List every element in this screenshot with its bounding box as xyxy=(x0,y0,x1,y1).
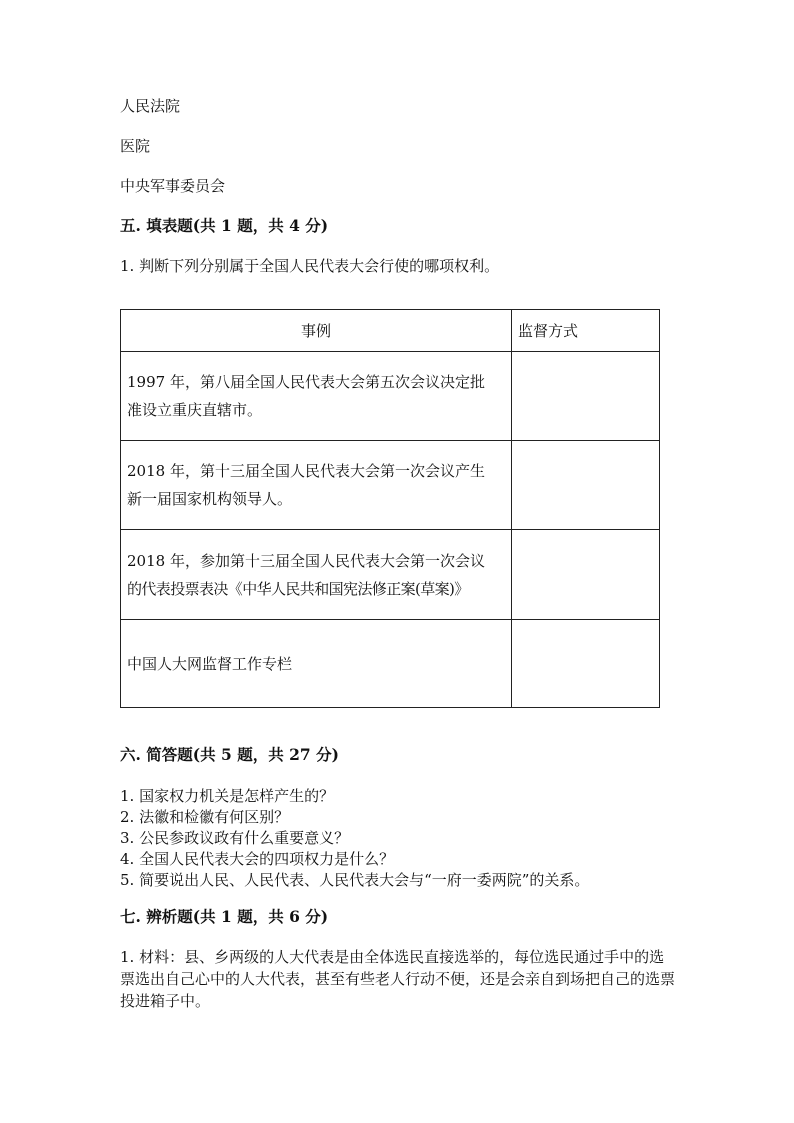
table-header-cell: 事例 xyxy=(121,310,512,352)
example-text-line: 2018 年，参加第十三届全国人民代表大会第一次会议 xyxy=(127,551,485,570)
list-item: 1. 国家权力机关是怎样产生的？ xyxy=(120,787,335,805)
answer-cell[interactable] xyxy=(512,441,660,530)
example-cell xyxy=(121,441,512,530)
example-cell xyxy=(121,620,512,708)
table-row xyxy=(121,530,660,620)
question-text: 1. 判断下列分别属于全国人民代表大会行使的哪项权利。 xyxy=(120,257,500,275)
table-header-cell: 监督方式 xyxy=(512,310,660,352)
section-heading: 五. 填表题(共 1 题，共 4 分) xyxy=(120,216,329,235)
list-item: 2. 法徽和检徽有何区别？ xyxy=(120,808,290,826)
example-text-line: 准设立重庆直辖市。 xyxy=(127,401,263,419)
answer-cell[interactable] xyxy=(512,352,660,441)
section-heading: 七. 辨析题(共 1 题，共 6 分) xyxy=(120,907,329,926)
example-cell xyxy=(121,530,512,620)
table-header-row xyxy=(121,310,660,352)
option-text: 医院 xyxy=(120,137,151,155)
list-item: 3. 公民参政议政有什么重要意义？ xyxy=(120,829,350,847)
table-row xyxy=(121,620,660,708)
option-text: 中央军事委员会 xyxy=(120,177,226,195)
answer-cell[interactable] xyxy=(512,620,660,708)
section-heading: 六. 简答题(共 5 题，共 27 分) xyxy=(120,745,339,764)
example-text-line: 中国人大网监督工作专栏 xyxy=(127,654,293,673)
table-row xyxy=(121,441,660,530)
list-item: 5. 简要说出人民、人民代表、人民代表大会与“一府一委两院”的关系。 xyxy=(120,871,590,889)
example-cell xyxy=(121,352,512,441)
list-item: 4. 全国人民代表大会的四项权力是什么？ xyxy=(120,850,395,868)
table-row xyxy=(121,352,660,441)
material-paragraph: 1. 材料：县、乡两级的人大代表是由全体选民直接选举的，每位选民通过手中的选票选出自己心中的人大代表，甚至有些老人行动不便，还是会亲自到场把自己的选票投进箱子中。 xyxy=(120,948,676,1010)
question-list xyxy=(120,786,589,891)
example-text-line: 新一届国家机构领导人。 xyxy=(127,490,293,508)
fill-in-table xyxy=(120,309,660,708)
option-text: 人民法院 xyxy=(120,97,181,115)
answer-cell[interactable] xyxy=(512,530,660,620)
example-text-line: 2018 年，第十三届全国人民代表大会第一次会议产生 xyxy=(127,462,485,480)
example-text-line: 的代表投票表决《中华人民共和国宪法修正案(草案)》 xyxy=(127,579,469,598)
example-text-line: 1997 年，第八届全国人民代表大会第五次会议决定批 xyxy=(127,373,485,391)
